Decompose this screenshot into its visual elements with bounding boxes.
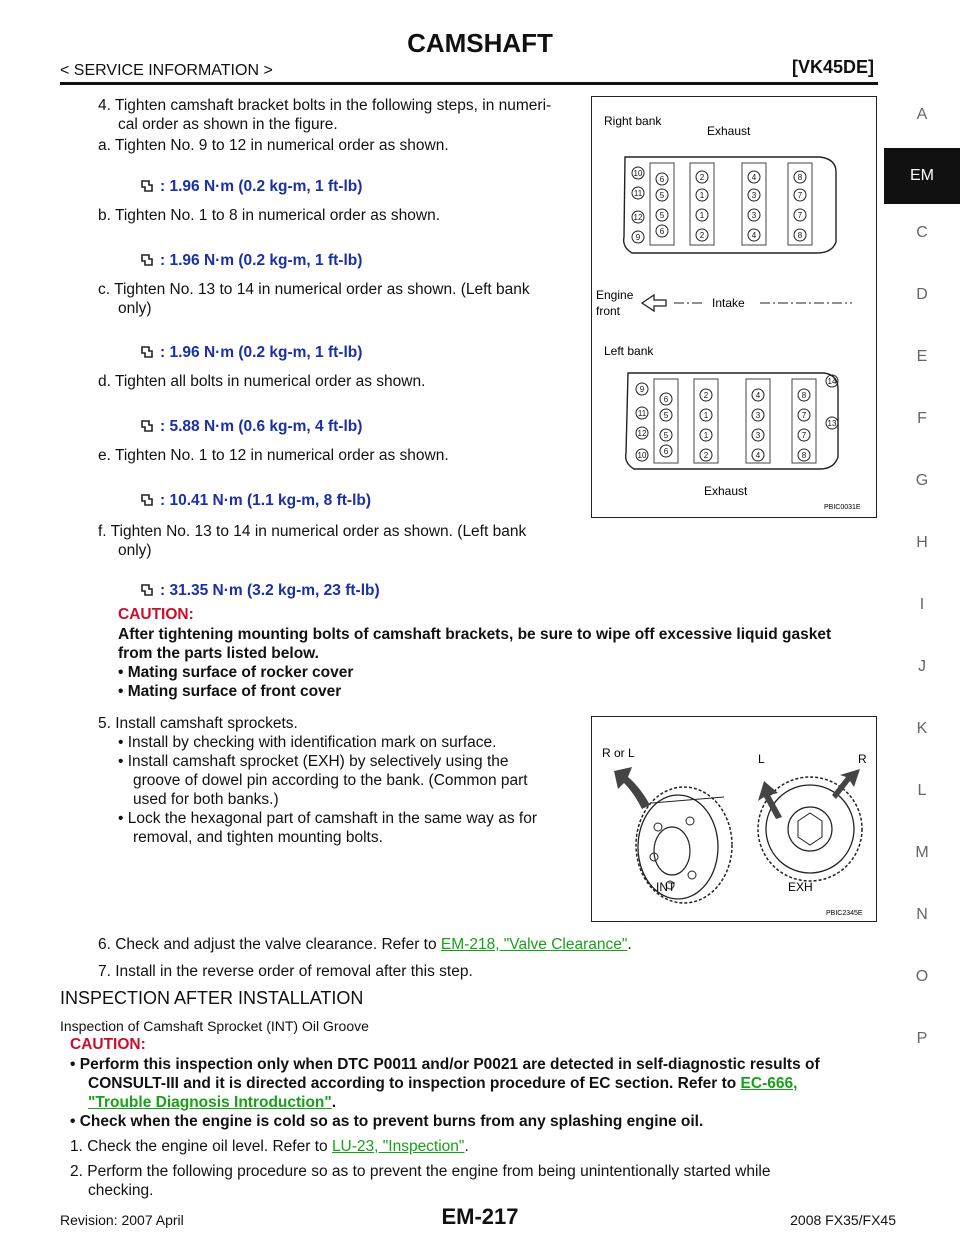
torque-spec-d	[140, 418, 362, 436]
tab-d[interactable]: D	[916, 286, 928, 303]
camshaft-bracket-tightening-figure	[591, 96, 877, 518]
figure-label-l: L	[758, 752, 765, 766]
svg-text:10: 10	[633, 169, 643, 178]
step-4d: d. Tighten all bolts in numerical order as shown.	[98, 373, 426, 390]
section-label: < SERVICE INFORMATION >	[60, 62, 273, 79]
revision-label: Revision: 2007 April	[60, 1212, 184, 1228]
svg-text:6: 6	[659, 227, 665, 236]
tab-m[interactable]: M	[915, 844, 929, 861]
engine-front-arrow-icon	[642, 295, 666, 311]
step-6-end: .	[627, 936, 632, 953]
torque-wrench-icon	[140, 493, 154, 507]
figure-label-r-or-l: R or L	[602, 746, 635, 760]
torque-spec-e	[140, 492, 371, 510]
svg-text:2: 2	[699, 231, 705, 240]
torque-wrench-icon	[140, 583, 154, 597]
figure-label-right-bank: Right bank	[604, 114, 662, 128]
model-label: 2008 FX35/FX45	[790, 1212, 896, 1228]
figure-code: PBIC0031E	[824, 504, 861, 511]
inspection-subheading: Inspection of Camshaft Sprocket (INT) Oil Groove	[60, 1018, 369, 1034]
step-7: 7. Install in the reverse order of removal after this step.	[98, 963, 473, 980]
step-5-bullet3-line1: • Lock the hexagonal part of camshaft in the same way as for	[118, 810, 537, 827]
tab-e[interactable]: E	[916, 348, 928, 365]
figure-label-exhaust-bottom: Exhaust	[704, 484, 748, 498]
inspection-caution-1-end: .	[331, 1094, 337, 1111]
torque-wrench-icon	[140, 345, 154, 359]
tab-em[interactable]: EM	[884, 148, 960, 204]
svg-text:3: 3	[751, 191, 757, 200]
svg-text:6: 6	[663, 395, 669, 404]
torque-value: : 31.35 N·m (3.2 kg-m, 23 ft-lb)	[160, 582, 380, 599]
tab-f[interactable]: F	[917, 410, 927, 427]
right-bank-head	[624, 157, 836, 253]
figure-label-exh: EXH	[788, 880, 813, 894]
inspection-step-2-line1: 2. Perform the following procedure so as to prevent the engine from being unintentionally started while	[70, 1163, 771, 1180]
figure-label-r: R	[858, 752, 867, 766]
figure-label-int: INT	[656, 880, 676, 894]
step-4b: b. Tighten No. 1 to 8 in numerical order as shown.	[98, 207, 441, 224]
svg-text:1: 1	[703, 431, 709, 440]
svg-text:8: 8	[801, 391, 807, 400]
inspection-caution-1-line3	[88, 1093, 336, 1112]
svg-text:6: 6	[663, 447, 669, 456]
svg-text:7: 7	[797, 211, 803, 220]
inspection-step-1-text: 1. Check the engine oil level. Refer to	[70, 1138, 332, 1155]
svg-text:8: 8	[801, 451, 807, 460]
caution-label: CAUTION:	[118, 606, 194, 623]
torque-spec-f	[140, 582, 380, 600]
left-bank-head	[626, 373, 838, 469]
torque-spec-c	[140, 344, 362, 362]
camshaft-sprocket-figure	[591, 716, 877, 922]
figure-label-front: front	[596, 304, 621, 318]
svg-text:4: 4	[751, 173, 757, 182]
svg-text:2: 2	[703, 391, 709, 400]
caution-item-front-cover: • Mating surface of front cover	[118, 683, 342, 700]
figure-label-left-bank: Left bank	[604, 344, 654, 358]
header-rule	[60, 82, 878, 85]
step-4-line2: cal order as shown in the figure.	[118, 116, 338, 133]
tab-o[interactable]: O	[915, 968, 929, 985]
svg-text:3: 3	[751, 211, 757, 220]
torque-value: : 10.41 N·m (1.1 kg-m, 8 ft-lb)	[160, 492, 372, 509]
step-5-bullet2-line3: used for both banks.)	[133, 791, 279, 808]
svg-text:4: 4	[751, 231, 757, 240]
step-4c-line2: only)	[118, 300, 152, 317]
svg-text:4: 4	[755, 391, 761, 400]
inspection-step-1	[70, 1137, 469, 1156]
svg-text:9: 9	[635, 233, 641, 242]
caution-text-line1: After tightening mounting bolts of camshaft brackets, be sure to wipe off excessive liquid gasket	[118, 626, 832, 643]
tab-a[interactable]: A	[916, 106, 928, 123]
step-6	[98, 935, 632, 954]
section-index	[884, 98, 960, 1084]
svg-text:2: 2	[703, 451, 709, 460]
svg-text:3: 3	[755, 431, 761, 440]
caution-text-line2: from the parts listed below.	[118, 645, 319, 662]
rotate-arrow-icon	[614, 767, 650, 809]
svg-text:3: 3	[755, 411, 761, 420]
trouble-diagnosis-link[interactable]: "Trouble Diagnosis Introduction"	[88, 1094, 332, 1111]
svg-text:13: 13	[827, 419, 837, 428]
figure-label-exhaust-top: Exhaust	[707, 124, 751, 138]
torque-value: : 5.88 N·m (0.6 kg-m, 4 ft-lb)	[160, 418, 363, 435]
inspection-step-2-line2: checking.	[88, 1182, 154, 1199]
tab-h[interactable]: H	[916, 534, 928, 551]
figure-label-intake: Intake	[712, 296, 745, 310]
svg-text:5: 5	[663, 411, 669, 420]
svg-text:1: 1	[703, 411, 709, 420]
inspection-caution-1-text: CONSULT-III and it is directed according to inspection procedure of EC section. Refer to	[88, 1075, 741, 1092]
caution-item-rocker-cover: • Mating surface of rocker cover	[118, 664, 354, 681]
int-sprocket	[636, 787, 732, 903]
torque-wrench-icon	[140, 253, 154, 267]
step-4-line1: 4. Tighten camshaft bracket bolts in the following steps, in numeri-	[98, 97, 552, 114]
step-4f-line1: f. Tighten No. 13 to 14 in numerical order as shown. (Left bank	[98, 523, 527, 540]
figure-label-engine: Engine	[596, 288, 634, 302]
torque-value: : 1.96 N·m (0.2 kg-m, 1 ft-lb)	[160, 252, 363, 269]
tab-g[interactable]: G	[915, 472, 929, 489]
inspection-caution-label: CAUTION:	[70, 1036, 146, 1053]
ec-666-link[interactable]: EC-666,	[740, 1075, 798, 1092]
svg-text:10: 10	[637, 451, 647, 460]
step-4c-line1: c. Tighten No. 13 to 14 in numerical order as shown. (Left bank	[98, 281, 530, 298]
tab-j[interactable]: J	[918, 658, 926, 675]
inspection-caution-1-line1: • Perform this inspection only when DTC P0011 and/or P0021 are detected in self-diagnostic results of	[70, 1056, 820, 1073]
step-5-bullet3-line2: removal, and tighten mounting bolts.	[133, 829, 383, 846]
svg-text:12: 12	[633, 213, 643, 222]
svg-text:7: 7	[801, 411, 807, 420]
step-5-bullet2-line1: • Install camshaft sprocket (EXH) by selectively using the	[118, 753, 509, 770]
inspection-caution-1-line2	[88, 1074, 797, 1093]
svg-text:8: 8	[797, 173, 803, 182]
inspection-step-1-end: .	[464, 1138, 469, 1155]
tab-n[interactable]: N	[916, 906, 928, 923]
svg-text:7: 7	[801, 431, 807, 440]
torque-value: : 1.96 N·m (0.2 kg-m, 1 ft-lb)	[160, 178, 363, 195]
valve-clearance-link[interactable]: EM-218, "Valve Clearance"	[440, 936, 628, 953]
step-5-bullet2-line2: groove of dowel pin according to the bank. (Common part	[133, 772, 528, 789]
svg-text:8: 8	[797, 231, 803, 240]
tab-k[interactable]: K	[916, 720, 928, 737]
svg-text:1: 1	[699, 211, 705, 220]
svg-text:1: 1	[699, 191, 705, 200]
torque-wrench-icon	[140, 419, 154, 433]
tab-i[interactable]: I	[919, 596, 925, 613]
step-5-title: 5. Install camshaft sprockets.	[98, 715, 298, 732]
step-6-text: 6. Check and adjust the valve clearance. Refer to	[98, 936, 441, 953]
step-5-bullet1: • Install by checking with identification mark on surface.	[118, 734, 497, 751]
svg-text:11: 11	[637, 409, 647, 418]
tab-c[interactable]: C	[916, 224, 928, 241]
l-arrow-icon	[758, 781, 782, 819]
figure-code: PBIC2345E	[826, 910, 863, 917]
step-4e: e. Tighten No. 1 to 12 in numerical order as shown.	[98, 447, 449, 464]
svg-text:7: 7	[797, 191, 803, 200]
page-number: EM-217	[441, 1204, 519, 1229]
engine-code: [VK45DE]	[791, 57, 874, 77]
torque-spec-b	[140, 252, 362, 270]
inspection-heading: INSPECTION AFTER INSTALLATION	[60, 988, 364, 1008]
torque-spec-a	[140, 178, 362, 196]
page-title: CAMSHAFT	[407, 28, 553, 58]
svg-text:2: 2	[699, 173, 705, 182]
svg-text:12: 12	[637, 429, 647, 438]
lu-23-inspection-link[interactable]: LU-23, "Inspection"	[331, 1138, 465, 1155]
tab-p[interactable]: P	[916, 1030, 928, 1047]
svg-text:5: 5	[659, 211, 665, 220]
tab-l[interactable]: L	[917, 782, 927, 799]
svg-text:9: 9	[639, 385, 645, 394]
svg-text:5: 5	[663, 431, 669, 440]
svg-text:6: 6	[659, 175, 665, 184]
step-4f-line2: only)	[118, 542, 152, 559]
svg-text:11: 11	[633, 189, 643, 198]
svg-text:14: 14	[827, 377, 837, 386]
svg-text:5: 5	[659, 191, 665, 200]
torque-value: : 1.96 N·m (0.2 kg-m, 1 ft-lb)	[160, 344, 363, 361]
inspection-caution-2: • Check when the engine is cold so as to prevent burns from any splashing engine oil.	[70, 1113, 704, 1130]
torque-wrench-icon	[140, 179, 154, 193]
svg-text:4: 4	[755, 451, 761, 460]
step-4a: a. Tighten No. 9 to 12 in numerical order as shown.	[98, 137, 449, 154]
